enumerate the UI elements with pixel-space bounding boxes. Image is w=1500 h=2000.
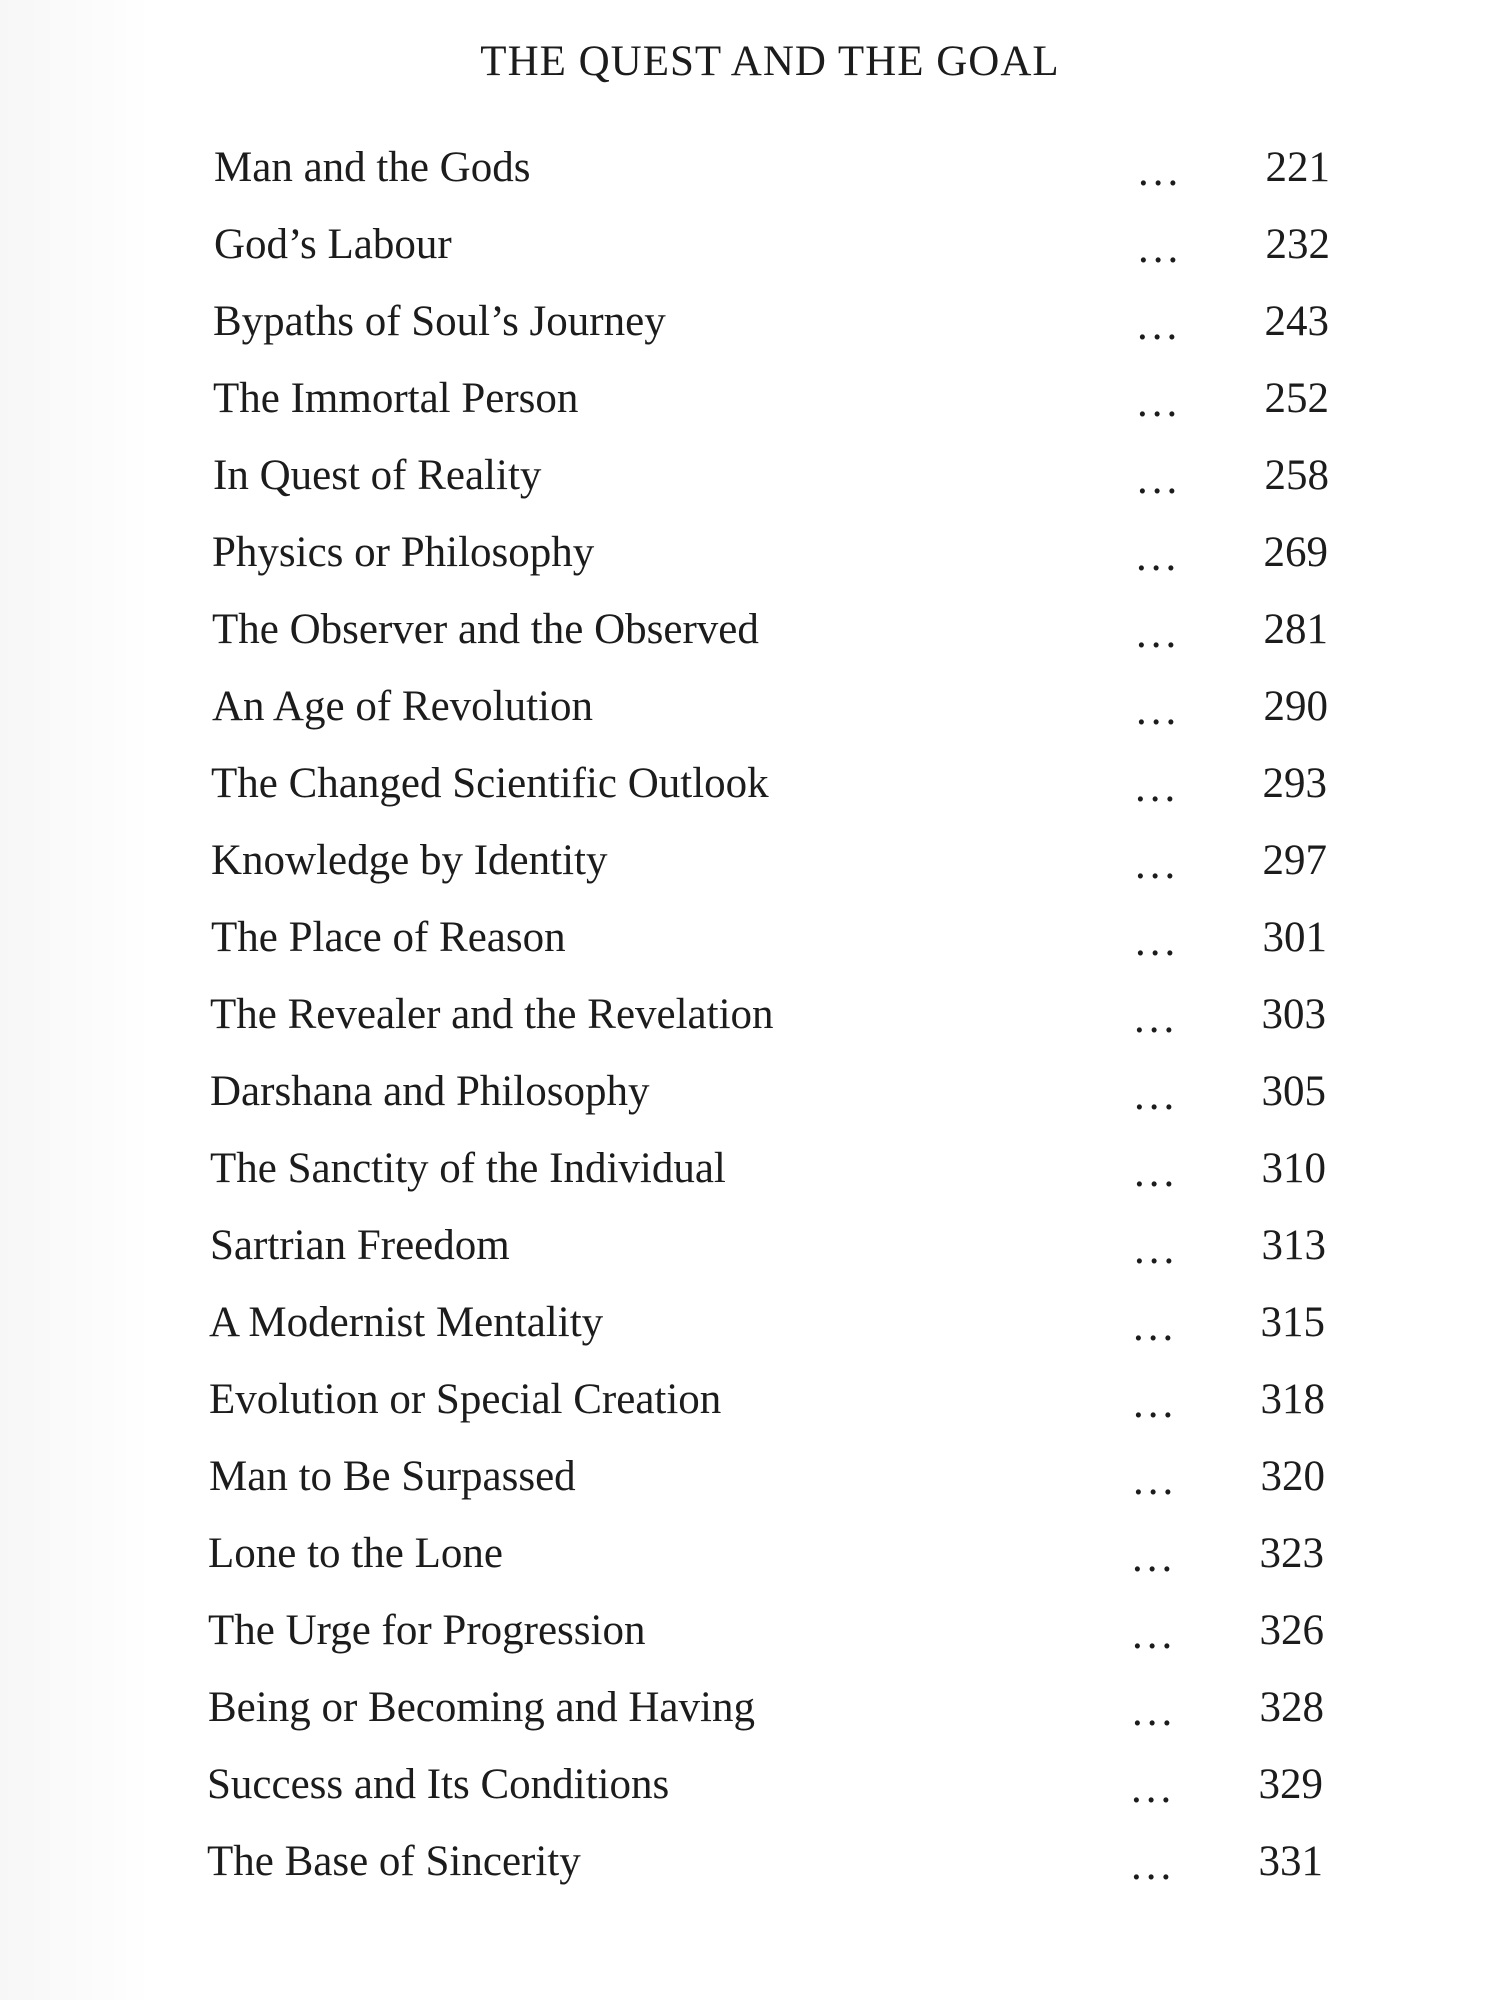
toc-entry-leader: ... (1135, 918, 1180, 965)
toc-entry-page-number: 297 (1262, 837, 1327, 884)
toc-entry-page-number: 243 (1264, 298, 1329, 345)
toc-entry-title: The Observer and the Observed (212, 606, 759, 653)
toc-entry (0, 1451, 1500, 1528)
toc-entry-page-number: 323 (1259, 1530, 1324, 1577)
toc-entry-title: Darshana and Philosophy (210, 1068, 650, 1115)
toc-entry-leader: ... (1134, 995, 1179, 1042)
toc-entry (0, 142, 1500, 219)
toc-entry-page-number: 303 (1261, 991, 1326, 1038)
toc-entry (0, 1605, 1500, 1682)
toc-entry (0, 1143, 1500, 1220)
toc-entry (0, 296, 1500, 373)
toc-entry-leader: ... (1137, 456, 1182, 503)
toc-entry-leader: ... (1136, 533, 1181, 580)
toc-entry (0, 912, 1500, 989)
toc-entry-leader: ... (1132, 1688, 1177, 1735)
toc-entry-page-number: 281 (1263, 606, 1328, 653)
toc-entry (0, 758, 1500, 835)
toc-entry-title: Evolution or Special Creation (209, 1376, 722, 1423)
toc-entry-page-number: 293 (1262, 760, 1327, 807)
toc-entry-leader: ... (1138, 225, 1183, 272)
toc-entry (0, 373, 1500, 450)
toc-entry-title: Bypaths of Soul’s Journey (213, 298, 666, 345)
toc-entry-page-number: 232 (1265, 221, 1330, 268)
toc-entry-title: Physics or Philosophy (212, 529, 595, 576)
toc-entry-title: The Sanctity of the Individual (210, 1145, 726, 1192)
toc-entry-leader: ... (1137, 302, 1182, 349)
toc-entry (0, 681, 1500, 758)
toc-entry-page-number: 252 (1264, 375, 1329, 422)
toc-entry (0, 1759, 1500, 1836)
toc-entry-page-number: 329 (1258, 1761, 1323, 1808)
toc-entry-page-number: 331 (1258, 1838, 1323, 1885)
toc-entry-title: The Urge for Progression (208, 1607, 646, 1654)
toc-entry (0, 450, 1500, 527)
toc-entry-page-number: 221 (1265, 144, 1330, 191)
toc-entry-title: Being or Becoming and Having (208, 1684, 755, 1731)
toc-entry-page-number: 328 (1259, 1684, 1324, 1731)
toc-entry (0, 1836, 1500, 1913)
toc-entry-leader: ... (1134, 1149, 1179, 1196)
toc-entry-leader: ... (1135, 764, 1180, 811)
toc-entry-title: The Place of Reason (211, 914, 566, 961)
toc-entry (0, 1528, 1500, 1605)
toc-entry (0, 835, 1500, 912)
toc-entry (0, 219, 1500, 296)
toc-entry-title: The Revealer and the Revelation (210, 991, 774, 1038)
toc-entry-page-number: 310 (1261, 1145, 1326, 1192)
toc-entry (0, 527, 1500, 604)
toc-entry-leader: ... (1138, 148, 1183, 195)
toc-entry (0, 604, 1500, 681)
toc-entry-page-number: 315 (1260, 1299, 1325, 1346)
toc-entry-leader: ... (1135, 841, 1180, 888)
table-of-contents (0, 142, 1500, 1913)
toc-entry-page-number: 326 (1259, 1607, 1324, 1654)
toc-entry-page-number: 290 (1263, 683, 1328, 730)
toc-entry-title: An Age of Revolution (212, 683, 593, 730)
toc-entry-page-number: 313 (1261, 1222, 1326, 1269)
toc-entry-leader: ... (1133, 1380, 1178, 1427)
toc-entry-leader: ... (1136, 610, 1181, 657)
toc-entry-title: Man to Be Surpassed (209, 1453, 576, 1500)
toc-entry-leader: ... (1137, 379, 1182, 426)
toc-entry-page-number: 258 (1264, 452, 1329, 499)
toc-entry-title: Success and Its Conditions (207, 1761, 670, 1808)
toc-entry-leader: ... (1132, 1611, 1177, 1658)
toc-entry-leader: ... (1132, 1534, 1177, 1581)
toc-entry-title: Man and the Gods (214, 144, 531, 191)
toc-entry (0, 1682, 1500, 1759)
toc-entry-leader: ... (1134, 1072, 1179, 1119)
toc-entry (0, 1297, 1500, 1374)
toc-entry (0, 1374, 1500, 1451)
toc-entry-leader: ... (1133, 1303, 1178, 1350)
toc-entry-title: In Quest of Reality (213, 452, 542, 499)
toc-entry-title: The Base of Sincerity (207, 1838, 581, 1885)
toc-entry-leader: ... (1133, 1457, 1178, 1504)
toc-entry-title: Lone to the Lone (208, 1530, 503, 1577)
running-head: THE QUEST AND THE GOAL (480, 38, 1060, 85)
toc-entry-leader: ... (1136, 687, 1181, 734)
toc-entry-title: Knowledge by Identity (211, 837, 608, 884)
toc-entry (0, 1220, 1500, 1297)
toc-entry-title: A Modernist Mentality (209, 1299, 604, 1346)
toc-entry-page-number: 318 (1260, 1376, 1325, 1423)
toc-entry (0, 989, 1500, 1066)
toc-entry-title: The Immortal Person (213, 375, 579, 422)
toc-entry-page-number: 301 (1262, 914, 1327, 961)
toc-entry-leader: ... (1131, 1765, 1176, 1812)
toc-entry (0, 1066, 1500, 1143)
toc-entry-leader: ... (1134, 1226, 1179, 1273)
toc-entry-title: Sartrian Freedom (210, 1222, 510, 1269)
toc-entry-title: God’s Labour (214, 221, 452, 268)
toc-entry-page-number: 269 (1263, 529, 1328, 576)
toc-entry-leader: ... (1131, 1842, 1176, 1889)
toc-entry-page-number: 305 (1261, 1068, 1326, 1115)
toc-entry-title: The Changed Scientific Outlook (211, 760, 769, 807)
toc-entry-page-number: 320 (1260, 1453, 1325, 1500)
